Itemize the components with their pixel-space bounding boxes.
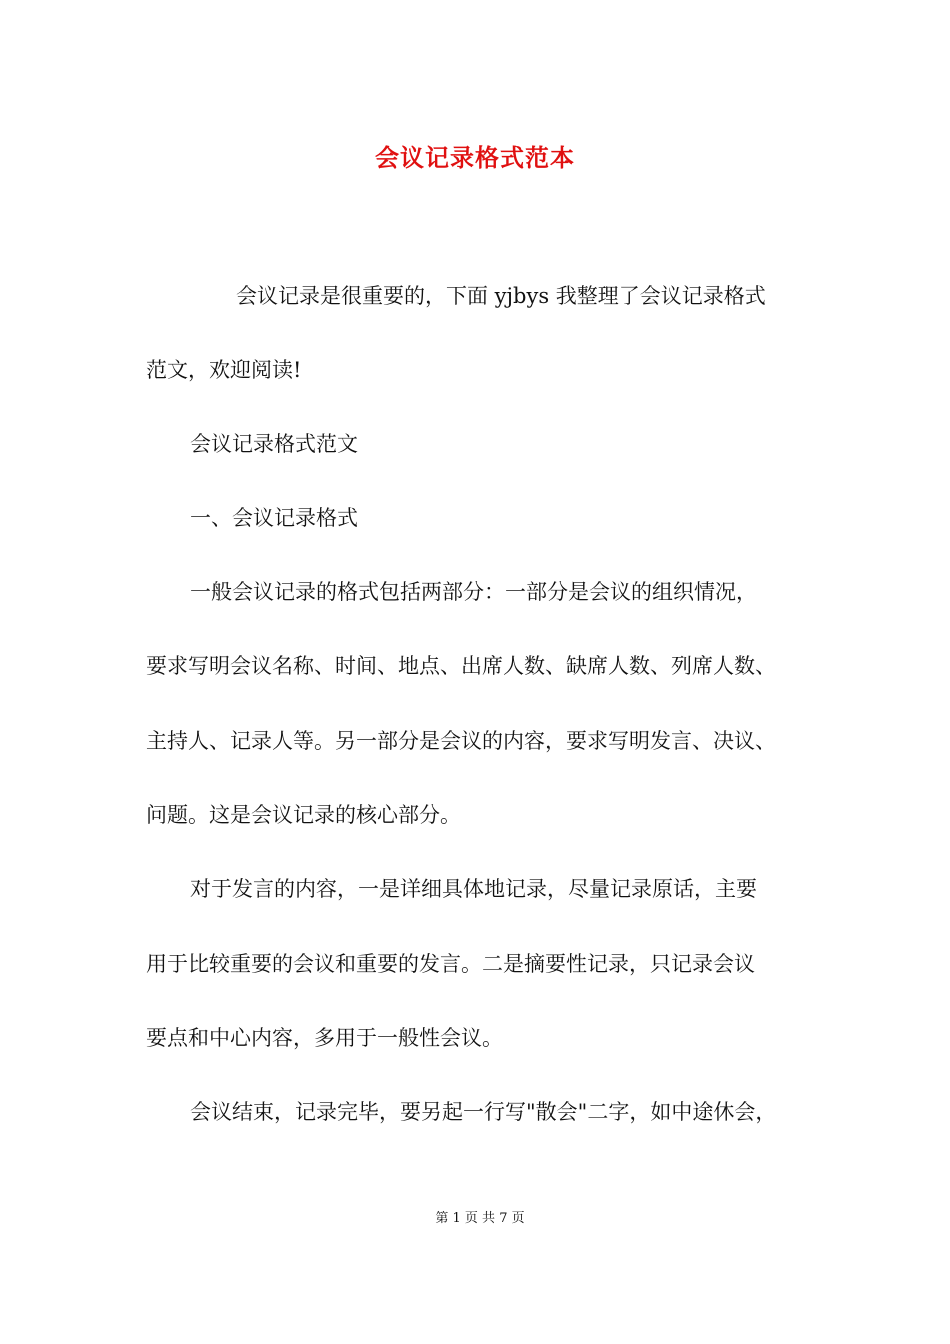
- paragraph-line: 会议结束，记录完毕，要另起一行写"散会"二字，如中途休会，: [190, 1100, 777, 1124]
- paragraph-line: 对于发言的内容，一是详细具体地记录，尽量记录原话，主要: [190, 877, 757, 901]
- paragraph-line: 要求写明会议名称、时间、地点、出席人数、缺席人数、列席人数、: [146, 654, 776, 678]
- paragraph-line: 会议记录是很重要的，下面 yjbys 我整理了会议记录格式: [236, 284, 766, 308]
- paragraph-line: 问题。这是会议记录的核心部分。: [146, 803, 461, 827]
- paragraph-line: 用于比较重要的会议和重要的发言。二是摘要性记录，只记录会议: [146, 952, 755, 976]
- section-heading: 一、会议记录格式: [190, 506, 358, 530]
- paragraph-line: 要点和中心内容，多用于一般性会议。: [146, 1026, 503, 1050]
- paragraph-line: 范文，欢迎阅读!: [146, 358, 302, 382]
- section-heading: 会议记录格式范文: [190, 432, 358, 456]
- paragraph-line: 主持人、记录人等。另一部分是会议的内容，要求写明发言、决议、: [146, 729, 776, 753]
- paragraph-line: 一般会议记录的格式包括两部分：一部分是会议的组织情况，: [190, 580, 757, 604]
- document-title: 会议记录格式范本: [375, 143, 575, 172]
- page-number-footer: 第 1 页 共 7 页: [435, 1211, 525, 1226]
